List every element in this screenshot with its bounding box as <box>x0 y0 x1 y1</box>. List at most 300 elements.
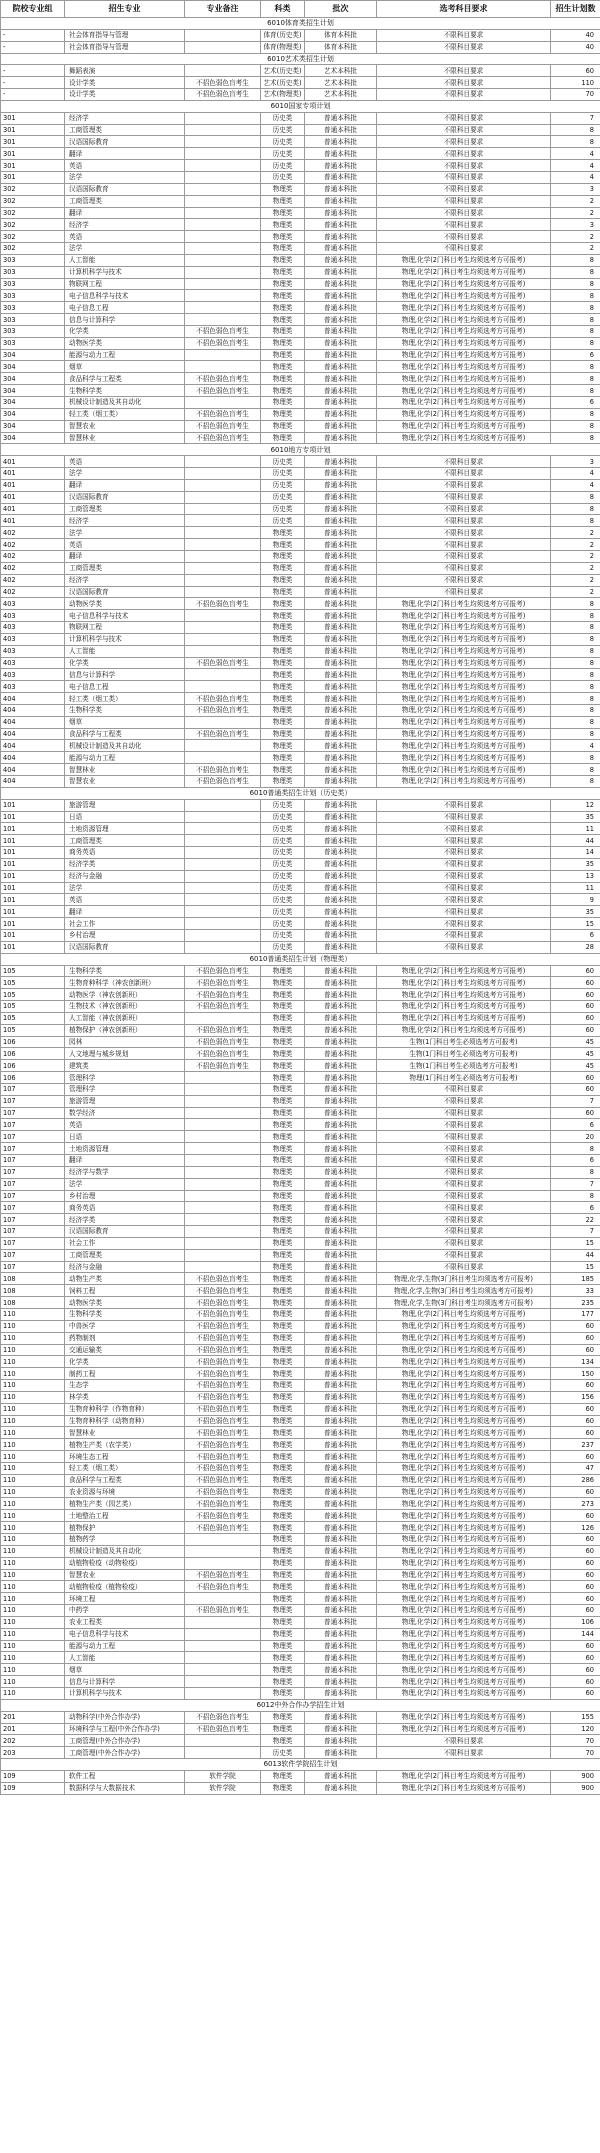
batch: 普通本科批 <box>305 562 377 574</box>
batch: 普通本科批 <box>305 1273 377 1285</box>
group-code: 403 <box>1 657 65 669</box>
batch: 普通本科批 <box>305 1048 377 1060</box>
batch: 普通本科批 <box>305 1095 377 1107</box>
section-title: 6012中外合作办学招生计划 <box>1 1699 600 1711</box>
table-row <box>1 373 600 385</box>
major-name: 工商管理类 <box>65 835 185 847</box>
subject-type: 物理类 <box>261 1711 305 1723</box>
subject-type: 物理类 <box>261 1012 305 1024</box>
requirement: 不限科目要求 <box>377 1735 551 1747</box>
group-code: 110 <box>1 1687 65 1699</box>
subject-type: 历史类 <box>261 468 305 480</box>
major-name: 社会工作 <box>65 918 185 930</box>
major-name: 智慧林业 <box>65 1427 185 1439</box>
batch: 普通本科批 <box>305 278 377 290</box>
group-code: 401 <box>1 491 65 503</box>
plan-count: 60 <box>551 1332 600 1344</box>
header-batch: 批次 <box>305 1 377 18</box>
requirement: 物理,化学(2门科目考生均须选考方可报考) <box>377 1368 551 1380</box>
plan-count: 60 <box>551 65 600 77</box>
group-code: 106 <box>1 1036 65 1048</box>
batch: 普通本科批 <box>305 1498 377 1510</box>
table-row <box>1 1545 600 1557</box>
requirement: 物理,化学(2门科目考生均须选考方可报考) <box>377 1593 551 1605</box>
subject-type: 物理类 <box>261 562 305 574</box>
batch: 普通本科批 <box>305 266 377 278</box>
batch: 普通本科批 <box>305 1427 377 1439</box>
requirement: 物理,化学(2门科目考生均须选考方可报考) <box>377 349 551 361</box>
major-name: 智慧农业 <box>65 1569 185 1581</box>
requirement: 不限科目要求 <box>377 243 551 255</box>
batch: 普通本科批 <box>305 1557 377 1569</box>
batch: 普通本科批 <box>305 361 377 373</box>
group-code: 107 <box>1 1237 65 1249</box>
major-note <box>185 456 261 468</box>
group-code: 107 <box>1 1095 65 1107</box>
major-name: 土地资源管理 <box>65 1143 185 1155</box>
subject-type: 历史类 <box>261 835 305 847</box>
major-name: 动植物检疫（植物检疫） <box>65 1581 185 1593</box>
table-row <box>1 1261 600 1273</box>
major-note: 不招色弱色盲考生 <box>185 325 261 337</box>
subject-type: 物理类 <box>261 1403 305 1415</box>
group-code: 303 <box>1 314 65 326</box>
batch: 普通本科批 <box>305 1391 377 1403</box>
requirement: 物理,化学(2门科目考生均须选考方可报考) <box>377 1486 551 1498</box>
subject-type: 物理类 <box>261 1237 305 1249</box>
batch: 普通本科批 <box>305 622 377 634</box>
subject-type: 历史类 <box>261 894 305 906</box>
plan-count: 8 <box>551 278 600 290</box>
batch: 普通本科批 <box>305 1012 377 1024</box>
section-header-row <box>1 100 600 112</box>
subject-type: 物理类 <box>261 1060 305 1072</box>
major-name: 法学 <box>65 171 185 183</box>
plan-count: 3 <box>551 219 600 231</box>
major-note: 不招色弱色盲考生 <box>185 385 261 397</box>
major-note <box>185 858 261 870</box>
batch: 普通本科批 <box>305 432 377 444</box>
batch: 普通本科批 <box>305 160 377 172</box>
requirement: 物理,化学(2门科目考生均须选考方可报考) <box>377 1782 551 1794</box>
requirement: 物理,化学(2门科目考生均须选考方可报考) <box>377 1308 551 1320</box>
requirement: 不限科目要求 <box>377 503 551 515</box>
major-note: 不招色弱色盲考生 <box>185 1368 261 1380</box>
plan-count: 8 <box>551 669 600 681</box>
group-code: 107 <box>1 1166 65 1178</box>
table-row <box>1 278 600 290</box>
requirement: 物理,化学(2门科目考生均须选考方可报考) <box>377 1510 551 1522</box>
table-row <box>1 1214 600 1226</box>
requirement: 不限科目要求 <box>377 171 551 183</box>
group-code: 304 <box>1 408 65 420</box>
group-code: 403 <box>1 645 65 657</box>
table-row <box>1 918 600 930</box>
plan-count: 8 <box>551 124 600 136</box>
plan-count: 60 <box>551 1001 600 1013</box>
batch: 普通本科批 <box>305 918 377 930</box>
group-code: 101 <box>1 847 65 859</box>
table-row <box>1 231 600 243</box>
plan-count: 6 <box>551 929 600 941</box>
major-note: 不招色弱色盲考生 <box>185 764 261 776</box>
major-name: 英语 <box>65 160 185 172</box>
section-header-row <box>1 444 600 456</box>
batch: 普通本科批 <box>305 740 377 752</box>
subject-type: 历史类 <box>261 882 305 894</box>
requirement: 物理,化学(2门科目考生均须选考方可报考) <box>377 337 551 349</box>
subject-type: 历史类 <box>261 171 305 183</box>
table-row <box>1 965 600 977</box>
batch: 普通本科批 <box>305 314 377 326</box>
subject-type: 物理类 <box>261 752 305 764</box>
subject-type: 物理类 <box>261 681 305 693</box>
batch: 普通本科批 <box>305 136 377 148</box>
requirement: 不限科目要求 <box>377 1143 551 1155</box>
group-code: 107 <box>1 1261 65 1273</box>
requirement: 物理,化学(2门科目考生均须选考方可报考) <box>377 1581 551 1593</box>
table-row <box>1 1320 600 1332</box>
group-code: 402 <box>1 574 65 586</box>
table-row <box>1 408 600 420</box>
plan-count: 45 <box>551 1036 600 1048</box>
group-code: 401 <box>1 479 65 491</box>
subject-type: 物理类 <box>261 1427 305 1439</box>
plan-count: 8 <box>551 290 600 302</box>
requirement: 物理,化学(2门科目考生均须选考方可报考) <box>377 681 551 693</box>
plan-count: 60 <box>551 1415 600 1427</box>
plan-count: 60 <box>551 1605 600 1617</box>
subject-type: 物理类 <box>261 1534 305 1546</box>
group-code: 107 <box>1 1131 65 1143</box>
subject-type: 物理类 <box>261 1451 305 1463</box>
group-code: 106 <box>1 1048 65 1060</box>
subject-type: 物理类 <box>261 195 305 207</box>
requirement: 物理,化学(2门科目考生均须选考方可报考) <box>377 1569 551 1581</box>
group-code: 401 <box>1 515 65 527</box>
requirement: 不限科目要求 <box>377 1249 551 1261</box>
requirement: 不限科目要求 <box>377 479 551 491</box>
batch: 普通本科批 <box>305 1439 377 1451</box>
major-name: 烟草 <box>65 1664 185 1676</box>
major-note: 不招色弱色盲考生 <box>185 337 261 349</box>
batch: 普通本科批 <box>305 1474 377 1486</box>
batch: 普通本科批 <box>305 1178 377 1190</box>
major-note: 不招色弱色盲考生 <box>185 1344 261 1356</box>
major-note: 不招色弱色盲考生 <box>185 1403 261 1415</box>
subject-type: 物理类 <box>261 1368 305 1380</box>
table-row <box>1 1439 600 1451</box>
plan-count: 2 <box>551 562 600 574</box>
major-name: 制药工程 <box>65 1368 185 1380</box>
batch: 普通本科批 <box>305 385 377 397</box>
batch: 普通本科批 <box>305 1237 377 1249</box>
requirement: 物理,化学(2门科目考生均须选考方可报考) <box>377 1687 551 1699</box>
table-row <box>1 598 600 610</box>
major-name: 翻译 <box>65 148 185 160</box>
batch: 普通本科批 <box>305 894 377 906</box>
table-row <box>1 1770 600 1782</box>
table-row <box>1 1427 600 1439</box>
batch: 普通本科批 <box>305 799 377 811</box>
requirement: 不限科目要求 <box>377 1155 551 1167</box>
plan-count: 40 <box>551 29 600 41</box>
table-row <box>1 219 600 231</box>
requirement: 不限科目要求 <box>377 918 551 930</box>
batch: 普通本科批 <box>305 1024 377 1036</box>
major-name: 环境科学与工程(中外合作办学) <box>65 1723 185 1735</box>
batch: 普通本科批 <box>305 503 377 515</box>
table-row <box>1 1723 600 1735</box>
major-note <box>185 716 261 728</box>
plan-count: 8 <box>551 752 600 764</box>
subject-type: 物理类 <box>261 1249 305 1261</box>
subject-type: 体育(历史类) <box>261 29 305 41</box>
subject-type: 物理类 <box>261 1415 305 1427</box>
group-code: 404 <box>1 728 65 740</box>
requirement: 不限科目要求 <box>377 219 551 231</box>
table-row <box>1 1557 600 1569</box>
subject-type: 物理类 <box>261 231 305 243</box>
plan-count: 15 <box>551 1237 600 1249</box>
plan-count: 2 <box>551 539 600 551</box>
batch: 普通本科批 <box>305 1202 377 1214</box>
major-name: 能源与动力工程 <box>65 349 185 361</box>
group-code: 303 <box>1 325 65 337</box>
table-row <box>1 1166 600 1178</box>
group-code: 101 <box>1 918 65 930</box>
requirement: 物理,化学(2门科目考生均须选考方可报考) <box>377 1320 551 1332</box>
batch: 普通本科批 <box>305 669 377 681</box>
major-note <box>185 1676 261 1688</box>
major-note <box>185 1616 261 1628</box>
subject-type: 物理类 <box>261 278 305 290</box>
major-note <box>185 302 261 314</box>
batch: 普通本科批 <box>305 752 377 764</box>
major-note: 不招色弱色盲考生 <box>185 408 261 420</box>
requirement: 不限科目要求 <box>377 835 551 847</box>
major-name: 植物生产类（园艺类） <box>65 1498 185 1510</box>
plan-count: 8 <box>551 1143 600 1155</box>
subject-type: 物理类 <box>261 1344 305 1356</box>
requirement: 不限科目要求 <box>377 468 551 480</box>
major-note: 不招色弱色盲考生 <box>185 1723 261 1735</box>
batch: 普通本科批 <box>305 479 377 491</box>
major-name: 信息与计算科学 <box>65 669 185 681</box>
subject-type: 物理类 <box>261 728 305 740</box>
batch: 普通本科批 <box>305 1155 377 1167</box>
batch: 普通本科批 <box>305 550 377 562</box>
plan-count: 8 <box>551 622 600 634</box>
table-row <box>1 207 600 219</box>
requirement: 物理,化学(2门科目考生均须选考方可报考) <box>377 290 551 302</box>
major-name: 轻工类（烟工类） <box>65 408 185 420</box>
plan-count: 22 <box>551 1214 600 1226</box>
major-note <box>185 515 261 527</box>
subject-type: 历史类 <box>261 112 305 124</box>
major-note <box>185 1143 261 1155</box>
major-name: 设计学类 <box>65 77 185 89</box>
requirement: 物理,化学(2门科目考生均须选考方可报考) <box>377 1545 551 1557</box>
batch: 普通本科批 <box>305 1285 377 1297</box>
major-note <box>185 929 261 941</box>
major-name: 经济与金融 <box>65 870 185 882</box>
plan-count: 4 <box>551 148 600 160</box>
major-note: 不招色弱色盲考生 <box>185 432 261 444</box>
table-row <box>1 112 600 124</box>
table-row <box>1 562 600 574</box>
requirement: 物理,化学,生物(3门科目考生均须选考方可报考) <box>377 1285 551 1297</box>
table-row <box>1 574 600 586</box>
subject-type: 物理类 <box>261 1083 305 1095</box>
group-code: 402 <box>1 586 65 598</box>
requirement: 物理,化学(2门科目考生均须选考方可报考) <box>377 645 551 657</box>
subject-type: 物理类 <box>261 325 305 337</box>
requirement: 不限科目要求 <box>377 929 551 941</box>
requirement: 不限科目要求 <box>377 1178 551 1190</box>
batch: 普通本科批 <box>305 882 377 894</box>
plan-count: 15 <box>551 1261 600 1273</box>
plan-count: 8 <box>551 254 600 266</box>
major-note: 不招色弱色盲考生 <box>185 1439 261 1451</box>
batch: 体育本科批 <box>305 41 377 53</box>
requirement: 不限科目要求 <box>377 527 551 539</box>
major-note <box>185 1155 261 1167</box>
table-row <box>1 811 600 823</box>
requirement: 不限科目要求 <box>377 136 551 148</box>
group-code: 110 <box>1 1356 65 1368</box>
subject-type: 历史类 <box>261 503 305 515</box>
batch: 普通本科批 <box>305 1569 377 1581</box>
table-row <box>1 1273 600 1285</box>
major-note <box>185 183 261 195</box>
major-name: 机械设计制造及其自动化 <box>65 397 185 409</box>
batch: 普通本科批 <box>305 1723 377 1735</box>
table-row <box>1 195 600 207</box>
major-name: 生物育种科学（动物育种） <box>65 1415 185 1427</box>
table-row <box>1 835 600 847</box>
major-name: 经济学 <box>65 219 185 231</box>
group-code: 110 <box>1 1380 65 1392</box>
plan-count: 120 <box>551 1723 600 1735</box>
group-code: 110 <box>1 1522 65 1534</box>
plan-count: 45 <box>551 1060 600 1072</box>
major-note <box>185 1072 261 1084</box>
table-row <box>1 337 600 349</box>
subject-type: 物理类 <box>261 1308 305 1320</box>
group-code: 203 <box>1 1747 65 1759</box>
major-name: 智慧林业 <box>65 764 185 776</box>
section-header-row <box>1 53 600 65</box>
subject-type: 物理类 <box>261 1735 305 1747</box>
subject-type: 物理类 <box>261 266 305 278</box>
table-row <box>1 136 600 148</box>
major-name: 园林 <box>65 1036 185 1048</box>
table-row <box>1 906 600 918</box>
requirement: 不限科目要求 <box>377 41 551 53</box>
major-name: 日语 <box>65 1131 185 1143</box>
plan-count: 60 <box>551 977 600 989</box>
subject-type: 历史类 <box>261 811 305 823</box>
requirement: 不限科目要求 <box>377 811 551 823</box>
plan-count: 44 <box>551 835 600 847</box>
major-note <box>185 1119 261 1131</box>
table-row <box>1 503 600 515</box>
subject-type: 物理类 <box>261 989 305 1001</box>
requirement: 物理,化学(2门科目考生均须选考方可报考) <box>377 1616 551 1628</box>
requirement: 物理,化学(2门科目考生均须选考方可报考) <box>377 610 551 622</box>
subject-type: 物理类 <box>261 1676 305 1688</box>
plan-count: 8 <box>551 325 600 337</box>
plan-count: 8 <box>551 681 600 693</box>
group-code: 110 <box>1 1569 65 1581</box>
batch: 普通本科批 <box>305 941 377 953</box>
group-code: 303 <box>1 290 65 302</box>
subject-type: 物理类 <box>261 1581 305 1593</box>
plan-count: 8 <box>551 776 600 788</box>
plan-count: 6 <box>551 1155 600 1167</box>
group-code: 303 <box>1 302 65 314</box>
group-code: - <box>1 41 65 53</box>
group-code: 110 <box>1 1581 65 1593</box>
major-name: 动物医学（神农创新班） <box>65 989 185 1001</box>
major-note <box>185 41 261 53</box>
group-code: 110 <box>1 1616 65 1628</box>
major-note: 不招色弱色盲考生 <box>185 1510 261 1522</box>
requirement: 不限科目要求 <box>377 847 551 859</box>
plan-count: 6 <box>551 1119 600 1131</box>
major-note <box>185 918 261 930</box>
plan-count: 235 <box>551 1297 600 1309</box>
section-title: 6010体育类招生计划 <box>1 18 600 30</box>
major-note <box>185 349 261 361</box>
subject-type: 物理类 <box>261 1569 305 1581</box>
batch: 普通本科批 <box>305 1320 377 1332</box>
table-row <box>1 1072 600 1084</box>
subject-type: 物理类 <box>261 1664 305 1676</box>
requirement: 不限科目要求 <box>377 456 551 468</box>
group-code: 110 <box>1 1486 65 1498</box>
major-name: 化学类 <box>65 1356 185 1368</box>
major-name: 智慧农业 <box>65 420 185 432</box>
table-row <box>1 456 600 468</box>
plan-count: 3 <box>551 456 600 468</box>
major-note <box>185 1107 261 1119</box>
plan-count: 144 <box>551 1628 600 1640</box>
major-name: 生态学 <box>65 1380 185 1392</box>
group-code: 304 <box>1 361 65 373</box>
requirement: 不限科目要求 <box>377 148 551 160</box>
subject-type: 物理类 <box>261 1166 305 1178</box>
subject-type: 物理类 <box>261 1190 305 1202</box>
table-row <box>1 1119 600 1131</box>
subject-type: 物理类 <box>261 704 305 716</box>
table-row <box>1 1486 600 1498</box>
subject-type: 物理类 <box>261 1332 305 1344</box>
major-name: 英语 <box>65 894 185 906</box>
batch: 普通本科批 <box>305 171 377 183</box>
group-code: 304 <box>1 420 65 432</box>
table-row <box>1 1403 600 1415</box>
plan-count: 134 <box>551 1356 600 1368</box>
group-code: 107 <box>1 1083 65 1095</box>
group-code: 110 <box>1 1534 65 1546</box>
requirement: 物理,化学(2门科目考生均须选考方可报考) <box>377 1427 551 1439</box>
table-row <box>1 716 600 728</box>
plan-count: 8 <box>551 764 600 776</box>
requirement: 不限科目要求 <box>377 574 551 586</box>
requirement: 物理,化学(2门科目考生均须选考方可报考) <box>377 1332 551 1344</box>
